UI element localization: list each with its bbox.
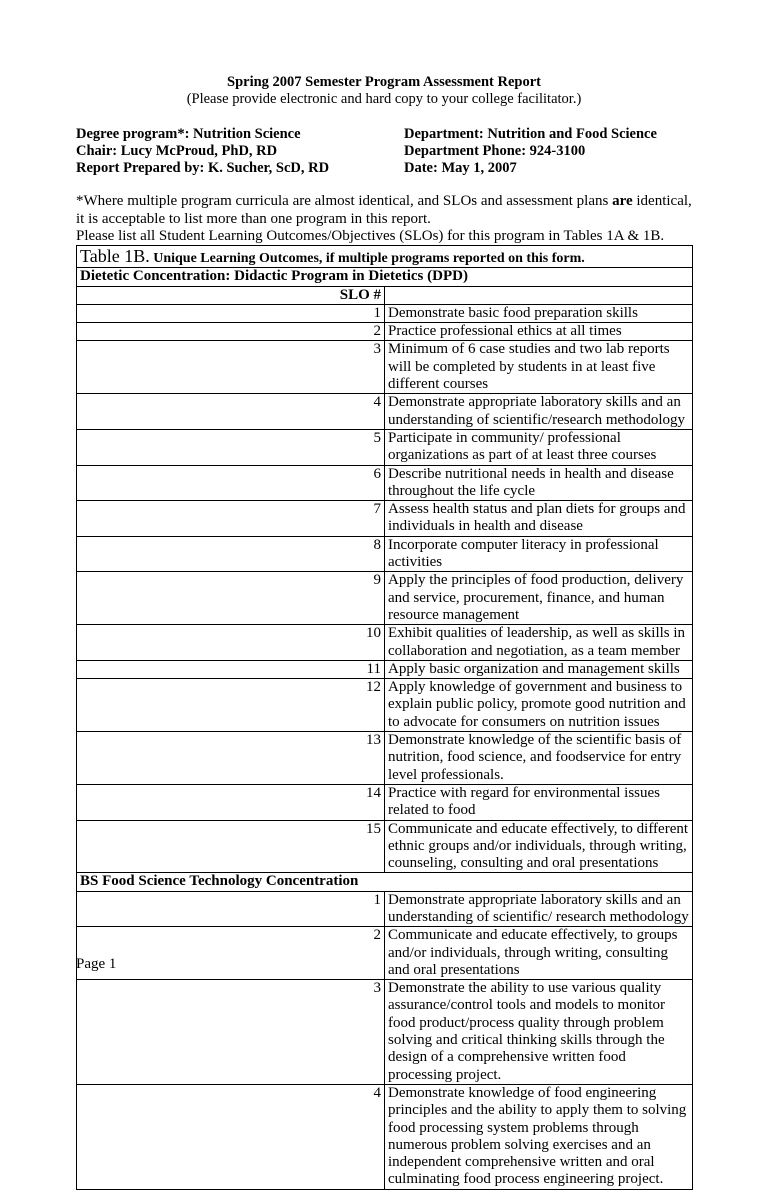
section-dietetic-title: Dietetic Concentration: Didactic Program in Dietetics (DPD) <box>77 268 693 286</box>
table-row <box>77 820 693 873</box>
slo-number: 7 <box>77 501 385 537</box>
slo-number: 12 <box>77 679 385 732</box>
table-row <box>77 891 693 927</box>
slo-number: 13 <box>77 732 385 785</box>
note-line-2: it is acceptable to list more than one program in this report. <box>76 210 431 227</box>
note-line-3: Please list all Student Learning Outcomes/Objectives (SLOs) for this program in Tables 1A & 1B. <box>76 228 665 244</box>
slo-description: Demonstrate knowledge of the scientific basis of nutrition, food science, and foodservice for entry level professionals. <box>385 732 693 785</box>
slo-description: Assess health status and plan diets for groups and individuals in health and disease <box>385 501 693 537</box>
slo-header-row <box>77 286 693 304</box>
slo-description: Demonstrate basic food preparation skills <box>385 304 693 322</box>
note-line-1-post: identical, <box>632 193 692 209</box>
note-line-1-pre: *Where multiple program curricula are almost identical, and SLOs and assessment plans <box>76 193 613 209</box>
slo-number: 4 <box>77 1084 385 1189</box>
section-food-science-title: BS Food Science Technology Concentration <box>77 873 693 891</box>
table-row <box>77 536 693 572</box>
slo-number: 2 <box>77 927 385 980</box>
slo-description: Communicate and educate effectively, to groups and/or individuals, through writing, consulting and oral presentations <box>385 927 693 980</box>
page-number: Page 1 <box>76 956 117 972</box>
report-subtitle: (Please provide electronic and hard copy to your college facilitator.) <box>186 91 582 107</box>
table-row <box>77 465 693 501</box>
instructions-note <box>76 193 696 246</box>
prepared-by: Report Prepared by: K. Sucher, ScD, RD <box>76 160 330 176</box>
slo-number: 1 <box>77 304 385 322</box>
slo-number: 6 <box>77 465 385 501</box>
slo-number: 3 <box>77 341 385 394</box>
table-row <box>77 323 693 341</box>
slo-number: 8 <box>77 536 385 572</box>
table-row <box>77 1084 693 1189</box>
note-line-1 <box>76 193 696 211</box>
table-row <box>77 341 693 394</box>
slo-number: 3 <box>77 980 385 1085</box>
section-header-row <box>77 268 693 286</box>
department-phone: Department Phone: 924-3100 <box>404 143 586 159</box>
department: Department: Nutrition and Food Science <box>404 126 657 142</box>
slo-number: 14 <box>77 784 385 820</box>
table-row <box>77 304 693 322</box>
table-caption-label: Table 1B. <box>80 246 150 266</box>
slo-description: Demonstrate appropriate laboratory skills and an understanding of scientific/ research methodology <box>385 891 693 927</box>
table-caption-row <box>77 246 693 268</box>
program-info <box>76 126 329 177</box>
slo-description: Describe nutritional needs in health and disease throughout the life cycle <box>385 465 693 501</box>
slo-number-header: SLO # <box>77 286 385 304</box>
slo-description: Demonstrate the ability to use various quality assurance/control tools and models to monitor food product/process quality through problem solving and critical thinking skills through the design of a comprehensive written food processing project. <box>385 980 693 1085</box>
slo-text-header <box>385 286 693 304</box>
table-row <box>77 429 693 465</box>
table-row <box>77 572 693 625</box>
slo-number: 10 <box>77 625 385 661</box>
table-row <box>77 980 693 1085</box>
slo-description: Minimum of 6 case studies and two lab reports will be completed by students in at least five different courses <box>385 341 693 394</box>
table-caption <box>77 246 693 268</box>
slo-description: Apply the principles of food production, delivery and service, procurement, finance, and human resource management <box>385 572 693 625</box>
slo-description: Practice professional ethics at all times <box>385 323 693 341</box>
slo-number: 2 <box>77 323 385 341</box>
table-row <box>77 679 693 732</box>
department-info <box>404 126 657 177</box>
table-row <box>77 501 693 537</box>
slo-description: Participate in community/ professional organizations as part of at least three courses <box>385 429 693 465</box>
slo-description: Communicate and educate effectively, to different ethnic groups and/or individuals, through writing, counseling, consulting and oral presentations <box>385 820 693 873</box>
slo-description: Incorporate computer literacy in professional activities <box>385 536 693 572</box>
table-row <box>77 625 693 661</box>
report-header <box>0 74 768 108</box>
table-row <box>77 394 693 430</box>
slo-number: 4 <box>77 394 385 430</box>
slo-number: 5 <box>77 429 385 465</box>
slo-description: Demonstrate knowledge of food engineering principles and the ability to apply them to solving food processing system problems through numerous problem solving exercises and an independent comprehensive written and oral culminating food process engineering project. <box>385 1084 693 1189</box>
slo-description: Exhibit qualities of leadership, as well as skills in collaboration and negotiation, as a team member <box>385 625 693 661</box>
report-date: Date: May 1, 2007 <box>404 160 517 176</box>
table-row <box>77 732 693 785</box>
table-row <box>77 927 693 980</box>
slo-description: Apply knowledge of government and business to explain public policy, promote good nutrition and to advocate for consumers on nutrition issues <box>385 679 693 732</box>
slo-number: 1 <box>77 891 385 927</box>
table-row <box>77 784 693 820</box>
report-title: Spring 2007 Semester Program Assessment Report <box>227 74 541 90</box>
table-row <box>77 660 693 678</box>
slo-description: Apply basic organization and management skills <box>385 660 693 678</box>
slo-number: 9 <box>77 572 385 625</box>
note-line-1-bold: are <box>612 193 633 209</box>
slo-number: 15 <box>77 820 385 873</box>
table-caption-text: Unique Learning Outcomes, if multiple programs reported on this form. <box>149 251 585 266</box>
chair: Chair: Lucy McProud, PhD, RD <box>76 143 278 159</box>
slo-description: Demonstrate appropriate laboratory skills and an understanding of scientific/research methodology <box>385 394 693 430</box>
section-header-row <box>77 873 693 891</box>
slo-table <box>76 245 693 1190</box>
slo-description: Practice with regard for environmental issues related to food <box>385 784 693 820</box>
degree-program: Degree program*: Nutrition Science <box>76 126 301 142</box>
slo-number: 11 <box>77 660 385 678</box>
